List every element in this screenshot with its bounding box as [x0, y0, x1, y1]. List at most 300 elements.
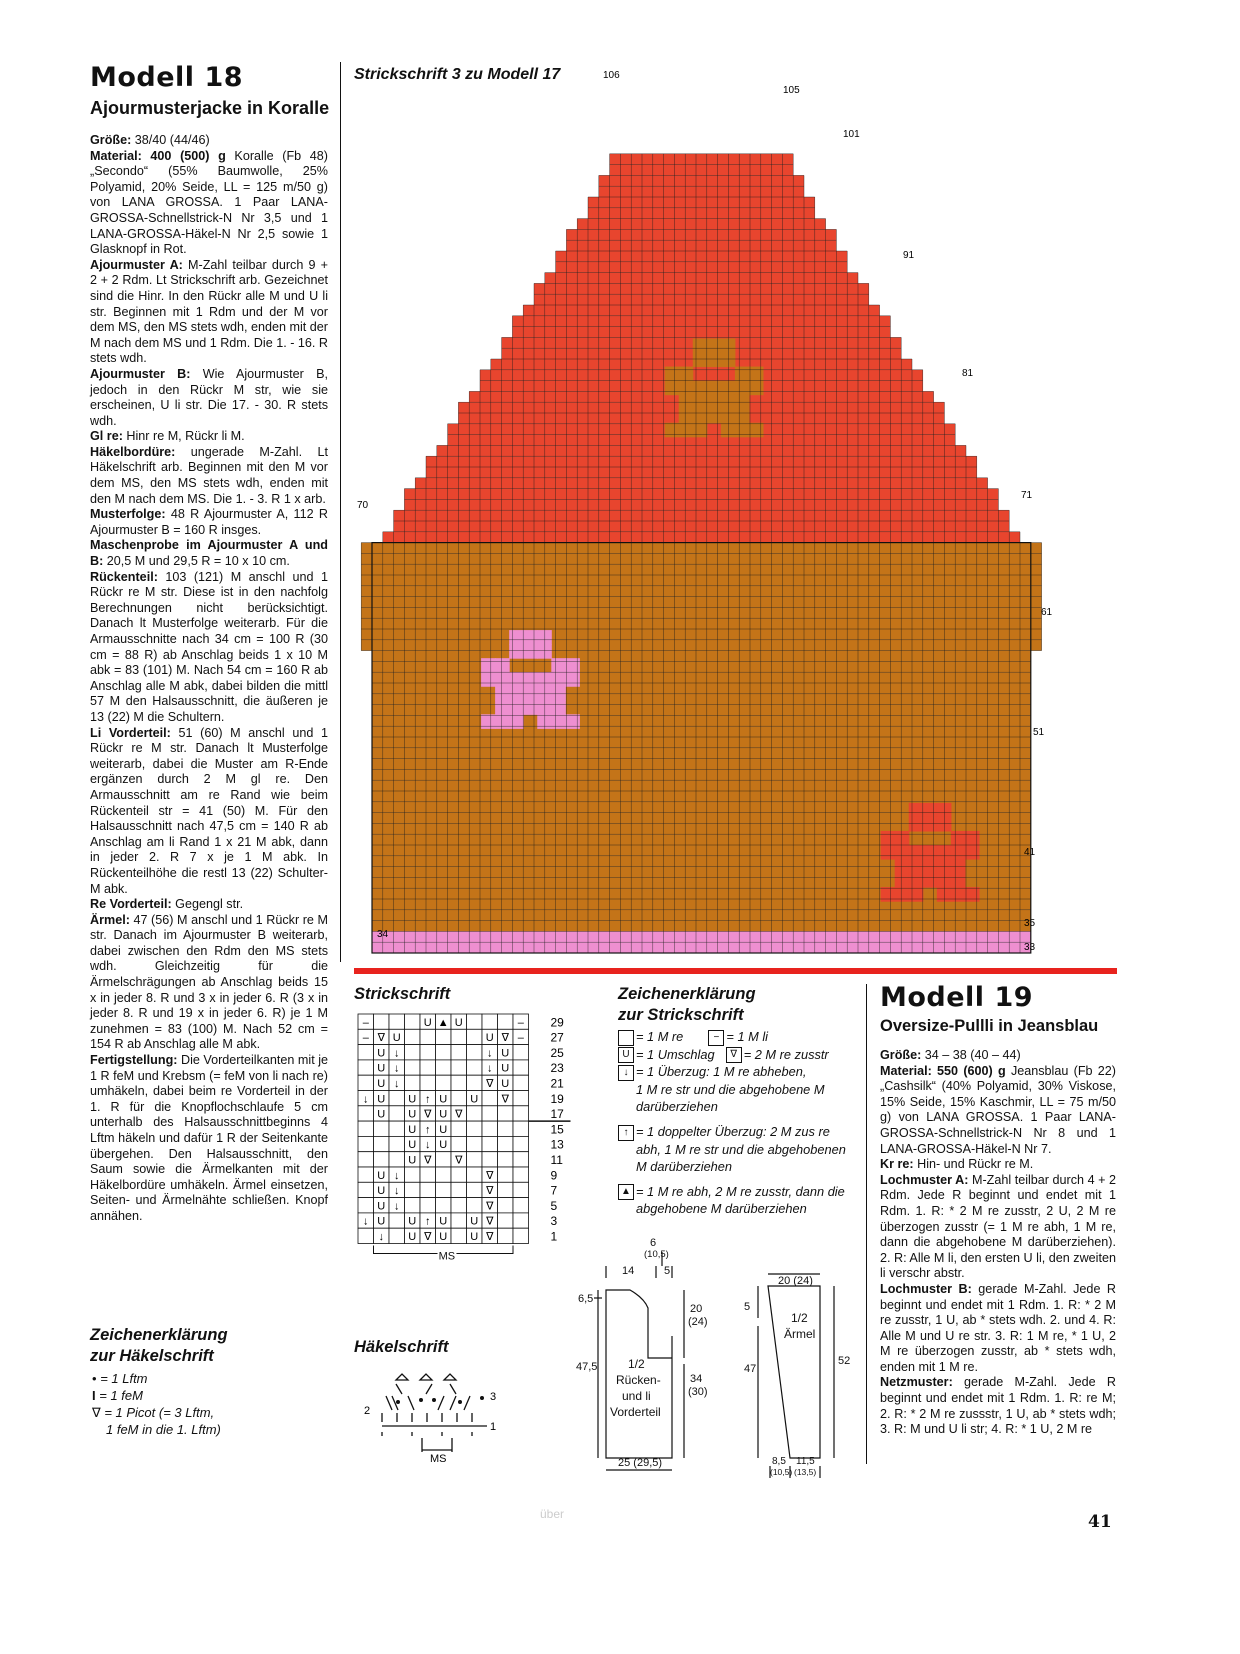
stitch-symbol: U: [408, 1108, 417, 1121]
model18-paragraph: [90, 367, 328, 429]
stitch-symbol: U: [408, 1139, 417, 1152]
chart3-row: [566, 240, 836, 251]
pink-flower-motif-cell: [537, 714, 552, 729]
model18-paragraph: [90, 897, 328, 913]
stitch-symbol: –: [517, 1032, 524, 1045]
stitch-cell: [389, 1091, 405, 1106]
model19-paragraph-text: M-Zahl teilbar durch 4 + 2 Rdm. Jede R beginnt und endet mit 1 Rdm. 1. R: * 2 M re zusstr, 2 U, 2 M re überzogen zusstr (= 1 M re abh, 1 M re, dann die abgehobene M darüberziehen). 2. R: Alle M li, den ersten U li, den zweiten li verschr abstr.: [880, 1172, 1116, 1281]
model19-paragraph-text: gerade M-Zahl. Jede R beginnt und endet mit 1 Rdm. 1. R: * 2 M re zusstr, 1 U, ab * stets wdh. 2. und 4. R: Alle M und U re str. 3. R: 1 M re, * 1 U, 2 M re überzogen zusstr, ab * stets wdh, enden mit 1 M re.: [880, 1281, 1117, 1374]
red-flower-motif-cell: [937, 845, 952, 860]
stitch-symbol: ↑: [425, 1093, 431, 1106]
legend-picot-cont: 1 feM in die 1. Lftm): [106, 1422, 221, 1437]
stitch-symbol: ∇: [486, 1185, 494, 1198]
red-flower-motif-cell: [937, 803, 952, 818]
stitch-cell: [482, 1014, 498, 1029]
model18-paragraph-label: Musterfolge:: [90, 507, 166, 522]
model19-paragraph: [880, 1157, 1116, 1173]
stitch-symbol: ↓: [378, 1231, 384, 1243]
sch-lbl-5: 5: [664, 1265, 671, 1277]
ochre-flower-motif-cell: [721, 353, 736, 368]
red-flower-motif-cell: [937, 873, 952, 888]
stitch-row-label: 23: [550, 1061, 564, 1076]
model19-paragraph-text: Jeansblau (Fb 22) „Cashsilk“ (40% Polyamid, 30% Viskose, 15% Seide, 15% Kaschmir, LL = 75 m/50 g) von LANA GROSSA. 1 Paar LANA-GROSSA-Schnellstrick-N Nr 8 und 1 LANA-GROSSA-Häkel-N Nr 7.: [880, 1063, 1116, 1156]
stitch-cell: [420, 1198, 436, 1213]
sch-lbl-47-5: 47,5: [576, 1361, 598, 1373]
stitch-cell: [405, 1198, 421, 1213]
stitch-cell: [467, 1136, 483, 1151]
model19-paragraph-label: Material: 550 (600) g: [880, 1063, 1006, 1078]
sch-lbl-ruecken: Rücken-: [616, 1373, 661, 1387]
stitch-cell: [467, 1152, 483, 1167]
stitch-cell: [467, 1121, 483, 1136]
sleeve-lbl-8-5: 8,5: [772, 1456, 786, 1467]
chart3-row-label: 105: [783, 85, 800, 96]
stitch-symbol: –: [362, 1016, 369, 1029]
crochet-row-2: 2: [364, 1405, 371, 1417]
chart3-row: [372, 737, 1031, 748]
ochre-flower-motif-cell: [679, 381, 694, 396]
sch-lbl-vorderteil: Vorderteil: [610, 1405, 661, 1419]
chart3-row: [588, 208, 815, 219]
red-flower-motif-cell: [895, 887, 910, 902]
stitch-cell: [451, 1045, 467, 1060]
knit-legend-title-2: zur Strickschrift: [618, 1006, 744, 1024]
stitch-symbol: U: [377, 1108, 386, 1121]
sch-lbl-6-5: 6,5: [578, 1293, 594, 1305]
stitch-cell: [513, 1091, 529, 1106]
sch-lbl-10-5: (10,5): [644, 1249, 669, 1260]
stitch-cell: [498, 1014, 514, 1029]
chart3-row: [372, 780, 1031, 791]
stitch-cell: [389, 1106, 405, 1121]
pink-flower-motif-cell: [509, 700, 524, 715]
model18-paragraph-label: Ajourmuster B:: [90, 366, 191, 381]
stitch-cell: [420, 1075, 436, 1090]
stitch-cell: [482, 1121, 498, 1136]
chain-stitch-icon: •: [92, 1371, 97, 1386]
stitch-cell: [358, 1045, 374, 1060]
stitch-symbol: ∇: [455, 1154, 463, 1167]
red-flower-motif-cell: [881, 887, 896, 902]
red-flower-motif-cell: [895, 831, 910, 846]
chart3-row: [372, 683, 1031, 694]
stitch-cell: [513, 1121, 529, 1136]
model18-paragraph-text: 103 (121) M anschl und 1 Rückr re M str. Diese ist in den nachfolg Berechnungen nicht berücksichtigt. Danach lt Musterfolge weiterarb. Für die Armausschnitte nach 34 cm = 100 R (30 cm = 88 R) ab Anschlag beids 1 x 10 M abk = 83 (101) M. Nach 54 cm = 160 R ab Anschlag alle M abk, dabei bilden die mittl 57 M den Halsausschnitt, die äußeren je 13 (22) M die Schultern.: [90, 569, 328, 724]
chart3-row: [372, 715, 1031, 726]
stitch-symbol: U: [377, 1200, 386, 1213]
sleeve-lbl-aermel: Ärmel: [784, 1327, 816, 1341]
model18-paragraph: [90, 507, 328, 538]
decrease-arrow-down-icon: ↓: [618, 1065, 634, 1081]
legend-single-crochet: I = 1 feM: [92, 1388, 143, 1403]
legend-chain: • = 1 Lftm: [92, 1371, 148, 1386]
chart3-row: [372, 694, 1031, 705]
model18-paragraph-text: Koralle (Fb 48) „Secondo“ (55% Baumwolle, 25% Polyamid, 20% Seide, LL = 125 m/50 g) von LANA GROSSA. 1 Paar LANA-GROSSA-Schnellstrick-N Nr 3,5 und 1 LANA-GROSSA-Häkel-N Nr 2,5 sowie 1 Glasknopf in Rot.: [90, 148, 328, 257]
model18-paragraph-label: Material: 400 (500) g: [90, 148, 226, 163]
chart3-row: [372, 942, 1031, 953]
stitch-row-label: 25: [550, 1045, 564, 1060]
chart3-row: [545, 273, 858, 284]
red-flower-motif-cell: [909, 845, 924, 860]
crochet-row-1: 1: [490, 1421, 497, 1433]
ochre-flower-motif-cell: [707, 338, 722, 353]
legend-row-5: ▲ = 1 M re abh, 2 M re zusstr, dann die: [618, 1183, 858, 1201]
model18-paragraph-text: 47 (56) M anschl und 1 Rückr re M str. Danach im Ajourmuster B weiterarb, dabei zwischen den Rdm den MS stets wdh. Gleichzeitig für die Ärmelschrägungen ab Anschlag beids 15 x in jeder 8. R und 3 x in jeder 6. R (3 x in jeder 8. R und 19 x in jeder 6. R) je 1 M zunehmen = 83 (100) M. Nach 52 cm = 154 R ab Anschlag alle M abk.: [90, 912, 328, 1052]
stitch-pattern-grid: [352, 1008, 602, 1298]
stitch-row-label: 21: [550, 1076, 564, 1091]
stitch-row-label: 15: [550, 1122, 564, 1137]
pink-flower-motif-cell: [495, 686, 510, 701]
chart3-row-label: 106: [603, 70, 620, 81]
ochre-flower-motif-cell: [693, 353, 708, 368]
stitch-row-label: 5: [550, 1198, 558, 1213]
stitch-symbol: ↓: [394, 1200, 400, 1213]
stitch-row-label: 29: [550, 1015, 564, 1030]
double-decrease-arrow-icon: ↑: [618, 1125, 634, 1141]
stitch-cell: [358, 1106, 374, 1121]
pink-flower-motif-cell: [537, 672, 552, 687]
model19-paragraph: [880, 1048, 1116, 1064]
chart3-row: [361, 618, 1041, 629]
red-flower-motif-cell: [881, 845, 896, 860]
stitch-symbol: ↓: [394, 1169, 400, 1182]
stitch-cell: [467, 1075, 483, 1090]
pink-flower-motif-cell: [495, 672, 510, 687]
chart3-row: [372, 921, 1031, 932]
chart3-row: [556, 251, 848, 262]
red-flower-motif-cell: [937, 859, 952, 874]
stitch-cell: [513, 1045, 529, 1060]
stitch-cell: [498, 1182, 514, 1197]
single-crochet-icon: I: [92, 1388, 96, 1403]
stitch-cell: [513, 1228, 529, 1243]
stitch-cell: [420, 1060, 436, 1075]
stitch-symbol: ∇: [424, 1108, 432, 1121]
chart3-row: [610, 165, 794, 176]
model18-paragraph: [90, 913, 328, 1053]
column-divider-2: [866, 984, 867, 1464]
stitch-symbol: U: [470, 1215, 479, 1228]
page-number: 41: [1088, 1512, 1112, 1532]
model19-paragraph-label: Größe:: [880, 1048, 922, 1062]
crochet-legend-title-1: Zeichenerklärung: [90, 1326, 228, 1344]
legend-row-2: U = 1 Umschlag ∇ = 2 M re zusstr: [618, 1046, 858, 1064]
ochre-flower-motif-cell: [721, 381, 736, 396]
chart3-row: [599, 186, 804, 197]
stitch-symbol: U: [501, 1078, 510, 1090]
chart3-row: [361, 564, 1041, 575]
red-flower-motif-cell: [895, 859, 910, 874]
stitch-cell: [451, 1121, 467, 1136]
red-flower-motif-cell: [909, 873, 924, 888]
stitch-cell: [467, 1182, 483, 1197]
model19-title: Modell 19: [880, 982, 1034, 1013]
stitch-cell: [420, 1045, 436, 1060]
watermark: über: [540, 1507, 565, 1521]
stitch-cell: [498, 1136, 514, 1151]
pink-flower-motif-cell: [509, 630, 524, 645]
knit-stitch-icon: [618, 1030, 634, 1046]
stitch-cell: [436, 1152, 452, 1167]
stitch-symbol: ∇: [486, 1215, 494, 1228]
crochet-row-3: 3: [490, 1391, 497, 1403]
pink-flower-motif-cell: [509, 644, 524, 659]
pink-flower-motif-cell: [523, 686, 538, 701]
stitch-cell: [358, 1182, 374, 1197]
stitch-symbol: ↓: [394, 1185, 400, 1198]
stitch-cell: [513, 1167, 529, 1182]
stitch-cell: [482, 1091, 498, 1106]
legend-row-3c: darüberziehen: [636, 1098, 718, 1114]
sleeve-lbl-5: 5: [744, 1301, 751, 1313]
stitch-cell: [436, 1167, 452, 1182]
chart3-row: [372, 759, 1031, 770]
stitch-symbol: ∇: [486, 1200, 494, 1213]
model18-paragraph-text: ungerade M-Zahl. Lt Häkelschrift arb. Beginnen mit den M vor dem MS, den MS stets wdh, enden mit den M nach dem MS. Die 1. - 3. R 1 x arb.: [90, 444, 328, 506]
model19-paragraph-label: Lochmuster A:: [880, 1172, 969, 1187]
ochre-flower-motif-cell: [679, 367, 694, 382]
pink-flower-motif-cell: [551, 700, 566, 715]
pink-flower-motif-cell: [551, 686, 566, 701]
sch-lbl-34: 34: [690, 1373, 703, 1385]
stitch-symbol: U: [439, 1139, 448, 1152]
ochre-flower-motif-cell: [679, 423, 694, 438]
stitch-cell: [451, 1075, 467, 1090]
red-flower-motif-cell: [881, 831, 896, 846]
chart3-row: [361, 640, 1041, 651]
ochre-flower-motif-cell: [735, 423, 750, 438]
stitch-cell: [405, 1167, 421, 1182]
ochre-flower-motif-cell: [735, 395, 750, 410]
ochre-flower-motif-cell: [721, 409, 736, 424]
model18-paragraph-text: 48 R Ajourmuster A, 112 R Ajourmuster B = 160 R insges.: [90, 507, 328, 537]
legend-row-4c: M darüberziehen: [636, 1158, 733, 1174]
stitch-symbol: U: [408, 1231, 417, 1243]
chart3-row: [512, 327, 890, 338]
sch-lbl-half: 1/2: [628, 1357, 645, 1371]
stitch-cell: [374, 1152, 390, 1167]
stitch-cell: [467, 1167, 483, 1182]
chart3-row: [556, 262, 848, 273]
chart3-row: [610, 154, 794, 165]
chart3-row: [437, 445, 966, 456]
chart3-row-label: 51: [1033, 727, 1045, 738]
chart3-row: [372, 748, 1031, 759]
model19-paragraph-text: Hin- und Rückr re M.: [913, 1157, 1034, 1172]
red-flower-motif-cell: [909, 859, 924, 874]
crochet-legend-title: [90, 1325, 228, 1367]
red-flower-motif-cell: [909, 887, 924, 902]
sch-lbl-6: 6: [650, 1238, 657, 1249]
stitch-cell: [451, 1167, 467, 1182]
stitch-symbol: ↓: [487, 1047, 493, 1060]
stitch-cell: [374, 1121, 390, 1136]
sch-lbl-24: (24): [688, 1316, 708, 1328]
stitch-cell: [358, 1152, 374, 1167]
stitch-cell: [436, 1075, 452, 1090]
stitch-symbol: U: [377, 1093, 386, 1106]
crochet-chart: [352, 1362, 522, 1472]
stitch-symbol: ↓: [394, 1078, 400, 1090]
stitch-cell: [358, 1136, 374, 1151]
model18-paragraph-text: Die Vorderteilkanten mit je 1 R feM und Krebsm (= feM von li nach re) umhäkeln, dabei beim re Vorderteil in der 1. R für die Knopflochschlaufe 5 cm unterhalb des Halsausschnittbeginns 4 Lftm häkeln und dafür 1 R der Seitenkante übergehen. Den Halsausschnitt, den Saum sowie die Ärmelkanten mit der Häkelbordüre umhäkeln. Ärmel einsetzen, Seiten- und Ärmelnähte schließen. Knopf annähen.: [90, 1053, 328, 1223]
chart3-row: [534, 294, 869, 305]
chart3-row: [372, 931, 1031, 942]
stitch-symbol: ↓: [394, 1047, 400, 1060]
red-flower-motif-cell: [965, 845, 980, 860]
pink-flower-motif-cell: [481, 714, 496, 729]
knit-legend-title-1: Zeichenerklärung: [618, 985, 756, 1003]
stitch-cell: [389, 1152, 405, 1167]
stitch-symbol: ∇: [424, 1154, 432, 1167]
chart3-row: [372, 705, 1031, 716]
stitch-cell: [389, 1121, 405, 1136]
stitch-cell: [436, 1045, 452, 1060]
stitch-symbol: U: [408, 1215, 417, 1228]
stitch-cell: [513, 1198, 529, 1213]
stitch-symbol: U: [439, 1123, 448, 1136]
chart3-row-label: 71: [1021, 490, 1033, 501]
stitch-symbol: –: [517, 1016, 524, 1029]
model19-instructions: [880, 1048, 1116, 1438]
pink-flower-motif-cell: [481, 658, 496, 673]
stitch-cell: [451, 1136, 467, 1151]
stitch-cell: [498, 1213, 514, 1228]
stitch-cell: [358, 1167, 374, 1182]
ochre-flower-motif-cell: [665, 381, 680, 396]
stitch-symbol: ↑: [425, 1123, 431, 1136]
sch-lbl-30: (30): [688, 1386, 708, 1398]
stitch-symbol: ▲: [437, 1016, 449, 1029]
model18-paragraph-label: Fertigstellung:: [90, 1053, 178, 1068]
red-flower-motif-cell: [923, 803, 938, 818]
pink-flower-motif-cell: [551, 714, 566, 729]
chart3-row: [361, 553, 1041, 564]
model18-paragraph-label: Maschenprobe im Ajourmuster A und B:: [90, 538, 328, 569]
pink-flower-motif-cell: [495, 658, 510, 673]
chart3-row: [426, 456, 977, 467]
stitch-symbol: ∇: [455, 1108, 463, 1121]
sleeve-lbl-52: 52: [838, 1355, 851, 1367]
stitch-symbol: U: [439, 1215, 448, 1228]
model18-paragraph: [90, 429, 328, 445]
stitch-cell: [513, 1182, 529, 1197]
model18-paragraph: [90, 149, 328, 258]
stitch-cell: [405, 1029, 421, 1044]
pink-flower-motif-cell: [565, 672, 580, 687]
pink-flower-motif-cell: [523, 630, 538, 645]
pink-flower-motif-cell: [509, 714, 524, 729]
legend-row-1: = 1 M re − = 1 M li: [618, 1028, 858, 1046]
chart3-row: [588, 197, 815, 208]
stitch-symbol: U: [470, 1093, 479, 1106]
model18-paragraph-label: Re Vorderteil:: [90, 897, 172, 912]
ochre-flower-motif-cell: [721, 395, 736, 410]
stitch-symbol: ∇: [486, 1231, 494, 1243]
red-flower-motif-cell: [951, 831, 966, 846]
chart3-row: [372, 769, 1031, 780]
ochre-flower-motif-cell: [679, 395, 694, 410]
stitch-row-label: 1: [550, 1229, 558, 1244]
stitch-cell: [498, 1152, 514, 1167]
stitch-symbol: ↓: [363, 1093, 369, 1106]
legend-picot: ∇ = 1 Picot (= 3 Lftm,: [92, 1405, 215, 1420]
legend-row-3b: 1 M re str und die abgehobene M: [636, 1081, 825, 1097]
model18-paragraph: [90, 570, 328, 726]
stitch-cell: [513, 1213, 529, 1228]
chart3-title: Strickschrift 3 zu Modell 17: [354, 66, 561, 83]
stitch-cell: [405, 1060, 421, 1075]
stitch-cell: [451, 1198, 467, 1213]
chart3-row: [404, 499, 998, 510]
sleeve-lbl-20: 20 (24): [778, 1275, 813, 1287]
model18-paragraph-text: Wie Ajourmuster B, jedoch in den Rückr M str, wie sie erscheinen, U li str. Die 17. - 30. R stets wdh.: [90, 366, 328, 428]
stitch-cell: [482, 1152, 498, 1167]
red-flower-motif-cell: [965, 887, 980, 902]
stitch-cell: [498, 1167, 514, 1182]
red-flower-motif-cell: [937, 817, 952, 832]
ochre-flower-motif-cell: [707, 409, 722, 424]
chart3-row: [361, 607, 1041, 618]
stitch-cell: [405, 1075, 421, 1090]
stitch-cell: [482, 1106, 498, 1121]
red-flower-motif-cell: [951, 873, 966, 888]
sch-lbl-und-li: und li: [622, 1389, 651, 1403]
pink-flower-motif-cell: [523, 644, 538, 659]
chart3-row-label: 81: [962, 368, 974, 379]
sleeve-lbl-47: 47: [744, 1363, 757, 1375]
chart3-row: [599, 175, 804, 186]
stitch-symbol: U: [377, 1062, 386, 1075]
stitch-row-label: 13: [550, 1137, 564, 1152]
stitch-cell: [498, 1106, 514, 1121]
pink-flower-motif-cell: [481, 672, 496, 687]
model19-paragraph: [880, 1375, 1116, 1437]
stitch-cell: [513, 1060, 529, 1075]
stitch-symbol: U: [377, 1169, 386, 1182]
chart3-row-label: 70: [357, 500, 369, 511]
red-flower-motif-cell: [909, 803, 924, 818]
stitch-symbol: ↓: [425, 1139, 431, 1152]
red-flower-motif-cell: [909, 817, 924, 832]
legend-row-4: ↑ = 1 doppelter Überzug: 2 M zus re: [618, 1123, 858, 1141]
pink-flower-motif-cell: [495, 714, 510, 729]
ms-label: MS: [438, 1250, 456, 1263]
model19-paragraph: [880, 1173, 1116, 1282]
stitch-cell: [389, 1014, 405, 1029]
stitch-cell: [374, 1136, 390, 1151]
stitch-symbol: ↓: [487, 1062, 493, 1075]
pink-flower-motif-cell: [565, 714, 580, 729]
stitch-symbol: U: [377, 1185, 386, 1198]
model18-paragraph-text: Hinr re M, Rückr li M.: [122, 429, 245, 444]
purl-stitch-icon: −: [708, 1030, 724, 1046]
chart3-row: [404, 489, 998, 500]
pink-flower-motif-cell: [551, 672, 566, 687]
ochre-flower-motif-cell: [707, 353, 722, 368]
chart3-row: [577, 219, 825, 230]
stitch-symbol: U: [408, 1123, 417, 1136]
ochre-flower-motif-cell: [735, 367, 750, 382]
stitch-symbol: U: [377, 1078, 386, 1090]
chart3-row-label: 34: [377, 929, 389, 940]
sleeve-lbl-11-5: 11,5: [796, 1456, 815, 1467]
ochre-flower-motif-cell: [749, 381, 764, 396]
stitch-cell: [451, 1228, 467, 1243]
model18-paragraph-text: 20,5 M und 29,5 R = 10 x 10 cm.: [103, 554, 290, 569]
model19-paragraph-label: Kr re:: [880, 1157, 914, 1172]
chart3-row: [394, 510, 1010, 521]
